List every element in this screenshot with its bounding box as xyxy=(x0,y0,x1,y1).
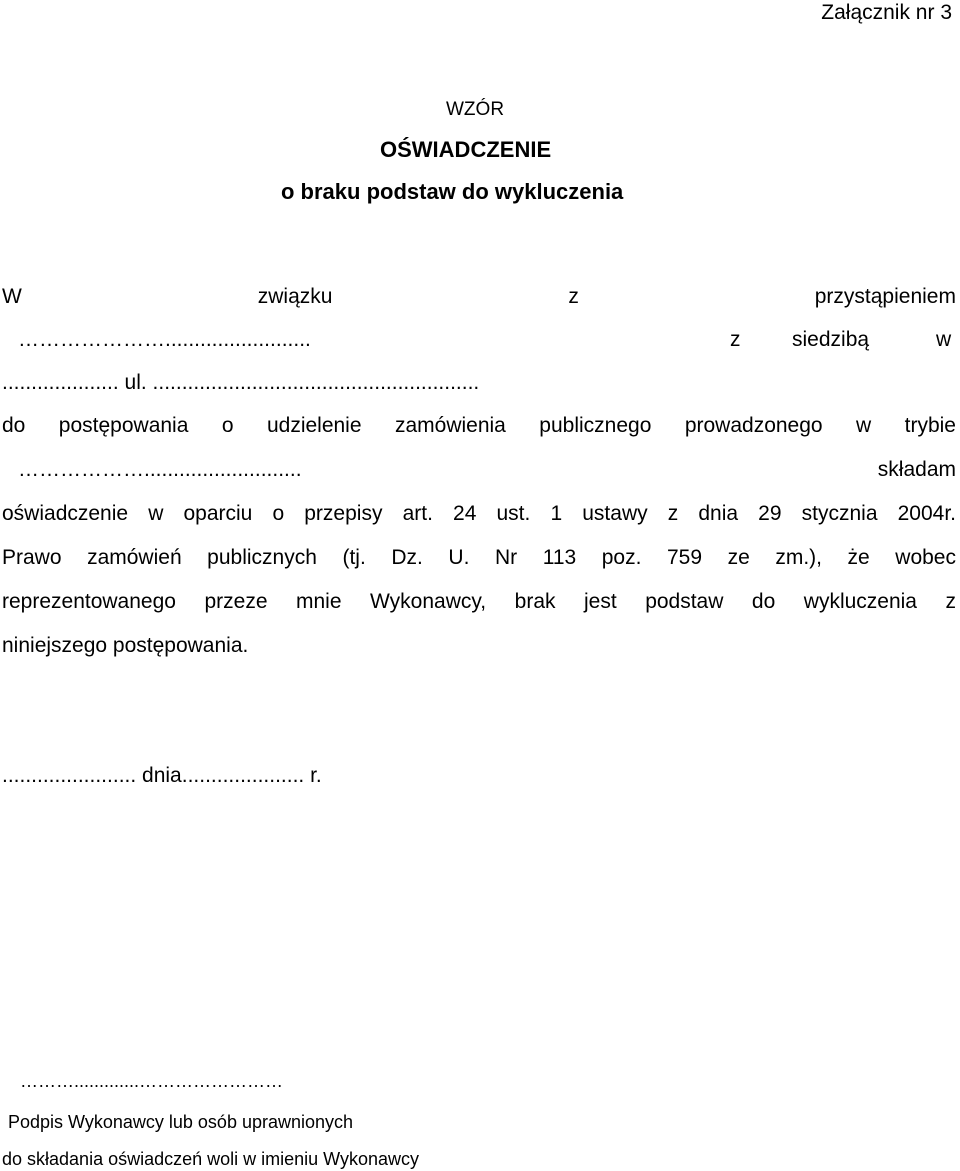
body-line-1 xyxy=(2,286,956,307)
body-word: z xyxy=(730,328,741,351)
body-line-4: do postępowania o udzielenie zamówienia publicznego prowadzonego w trybie xyxy=(2,414,956,437)
body-word: W xyxy=(2,285,22,308)
document-title: OŚWIADCZENIE xyxy=(380,137,552,162)
address-blank: .................... ul. ........................................................ xyxy=(2,371,480,394)
body-word: z xyxy=(568,285,579,308)
body-line-7: Prawo zamówień publicznych (tj. Dz. U. Nr 113 poz. 759 ze zm.), że wobec xyxy=(2,546,956,569)
body-line-9: niniejszego postępowania. xyxy=(2,634,249,657)
document-subtitle: o braku podstaw do wykluczenia xyxy=(281,179,624,204)
signature-caption-1: Podpis Wykonawcy lub osób uprawnionych xyxy=(8,1112,354,1132)
body-word: w xyxy=(936,328,952,351)
signature-blank: ……….............…………………… xyxy=(20,1071,284,1091)
body-line-6: oświadczenie w oparciu o przepisy art. 24 ust. 1 ustawy z dnia 29 stycznia 2004r. xyxy=(2,502,956,525)
attachment-label: Załącznik nr 3 xyxy=(821,1,952,24)
procedure-mode-blank: ………………........................... xyxy=(18,458,302,481)
body-word: składam xyxy=(877,458,956,481)
template-label: WZÓR xyxy=(446,99,505,120)
body-word: siedzibą xyxy=(792,328,870,351)
signature-caption-2: do składania oświadczeń woli w imieniu Wykonawcy xyxy=(2,1149,420,1169)
body-line-8: reprezentowanego przeze mnie Wykonawcy, brak jest podstaw do wykluczenia z xyxy=(2,590,956,613)
body-word: związku xyxy=(257,285,333,308)
contractor-name-blank: …………………......................... xyxy=(18,328,311,351)
body-word: przystąpieniem xyxy=(814,285,956,308)
date-field: ....................... dnia..................... r. xyxy=(2,764,322,787)
